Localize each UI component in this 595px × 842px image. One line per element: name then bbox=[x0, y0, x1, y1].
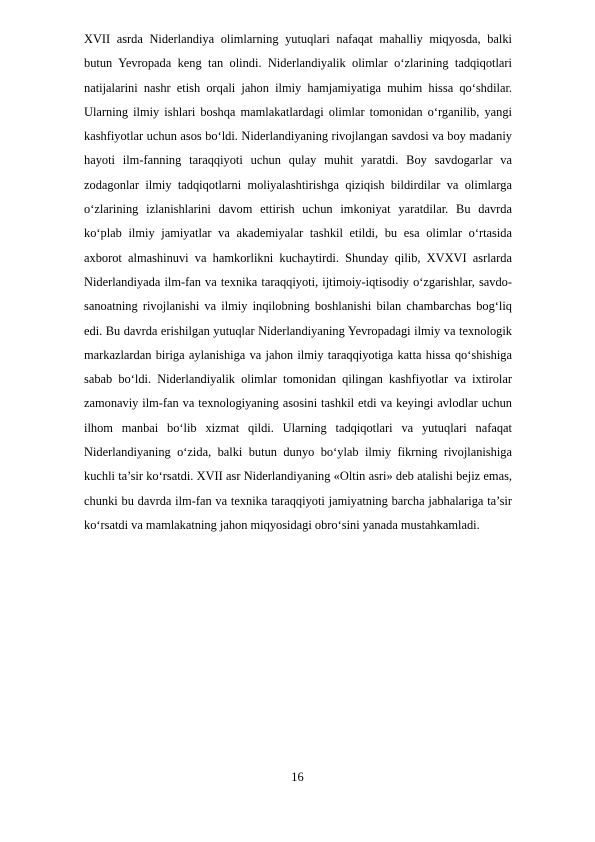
page-number: 16 bbox=[291, 770, 304, 784]
body-paragraph: XVII asrda Niderlandiya olimlarning yutuqlari nafaqat mahalliy miqyosda, balki butun Yevropada keng tan olindi. Niderlandiyalik olimlar o‘zlarining tadqiqotlari natijalarini nashr etish orqali jahon ilmiy hamjamiyatiga muhim hissa qo‘shdilar. Ularning ilmiy ishlari boshqa mamlakatlardagi olimlar tomonidan o‘rganilib, yangi kashfiyotlar uchun asos bo‘ldi. Niderlandiyaning rivojlangan savdosi va boy madaniy hayoti ilm-fanning taraqqiyoti uchun qulay muhit yaratdi. Boy savdogarlar va zodagonlar ilmiy tadqiqotlarni moliyalashtirishga qiziqish bildirdilar va olimlarga o‘zlarining izlanishlarini davom ettirish uchun imkoniyat yaratdilar. Bu davrda ko‘plab ilmiy jamiyatlar va akademiyalar tashkil etildi, bu esa olimlar o‘rtasida axborot almashinuvi va hamkorlikni kuchaytirdi. Shunday qilib, XVXVI asrlarda Niderlandiyada ilm-fan va texnika taraqqiyoti, ijtimoiy-iqtisodiy o‘zgarishlar, savdo-sanoatning rivojlanishi va ilmiy inqilobning boshlanishi bilan chambarchas bog‘liq edi. Bu davrda erishilgan yutuqlar Niderlandiyaning Yevropadagi ilmiy va texnologik markazlardan biriga aylanishiga va jahon ilmiy taraqqiyotiga katta hissa qo‘shishiga sabab bo‘ldi. Niderlandiyalik olimlar tomonidan qilingan kashfiyotlar va ixtirolar zamonaviy ilm-fan va texnologiyaning asosini tashkil etdi va keyingi avlodlar uchun ilhom manbai bo‘lib xizmat qildi. Ularning tadqiqotlari va yutuqlari nafaqat Niderlandiyaning o‘zida, balki butun dunyo bo‘ylab ilmiy fikrning rivojlanishiga kuchli ta’sir ko‘rsatdi. XVII asr Niderlandiyaning «Oltin asri» deb atalishi bejiz emas, chunki bu davrda ilm-fan va texnika taraqqiyoti jamiyatning barcha jabhalariga ta’sir ko‘rsatdi va mamlakatning jahon miqyosidagi obro‘sini yanada mustahkamladi. bbox=[84, 32, 512, 532]
